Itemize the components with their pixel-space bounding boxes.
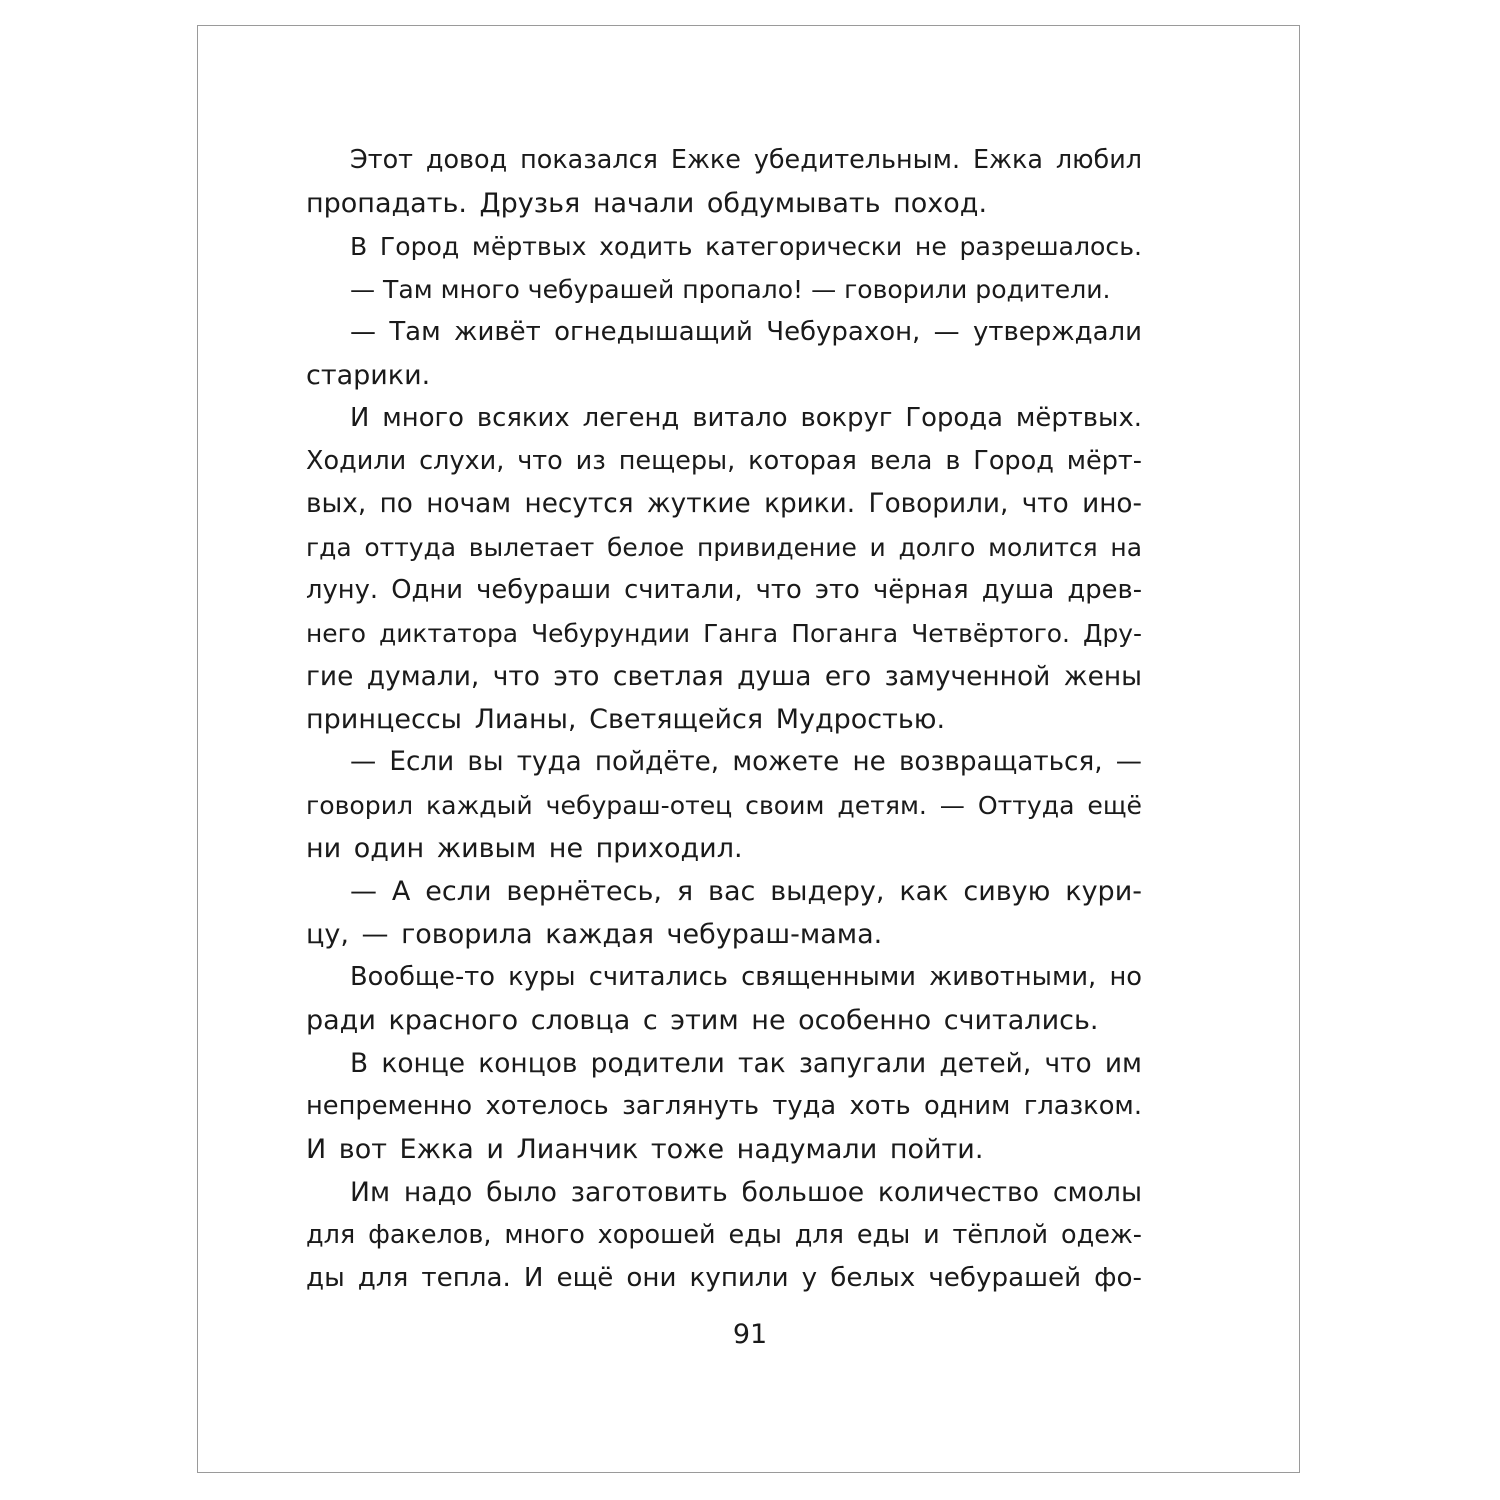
text-line: ды для тепла. И ещё они купили у белых чебурашей фо-: [306, 1263, 1142, 1293]
text-line: гие думали, что это светлая душа его замученной жены: [306, 661, 1142, 692]
text-line: Этот довод показался Ежке убедительным. Ежка любил: [350, 145, 1142, 175]
text-line: гда оттуда вылетает белое привидение и долго молится на: [306, 533, 1142, 562]
body-text: [306, 139, 1142, 1300]
text-line: — А если вернётесь, я вас выдеру, как сивую кури-: [350, 876, 1142, 907]
page-number: 91: [732, 1319, 768, 1350]
text-line: В конце концов родители так запугали детей, что им: [350, 1048, 1142, 1079]
text-line: — Там живёт огнедышащий Чебурахон, — утверждали: [350, 317, 1142, 347]
text-line: Ходили слухи, что из пещеры, которая вела в Город мёрт-: [306, 446, 1142, 476]
text-line: И вот Ежка и Лианчик тоже надумали пойти.: [306, 1134, 984, 1165]
text-line: пропадать. Друзья начали обдумывать поход.: [306, 188, 988, 219]
text-line: вых, по ночам несутся жуткие крики. Говорили, что ино-: [306, 489, 1142, 519]
text-line: принцессы Лианы, Светящейся Мудростью.: [306, 704, 946, 735]
text-line: Вообще-то куры считались священными животными, но: [350, 962, 1142, 992]
text-line: цу, — говорила каждая чебураш-мама.: [306, 919, 883, 950]
text-line: непременно хотелось заглянуть туда хоть одним глазком.: [306, 1091, 1142, 1121]
text-line: В Город мёртвых ходить категорически не разрешалось.: [350, 232, 1142, 261]
text-line: И много всяких легенд витало вокруг Города мёртвых.: [350, 403, 1142, 433]
text-line: говорил каждый чебураш-отец своим детям. — Оттуда ещё: [306, 791, 1142, 820]
text-line: для факелов, много хорошей еды для еды и тёплой одеж-: [306, 1220, 1142, 1250]
text-line: — Если вы туда пойдёте, можете не возвращаться, —: [350, 747, 1142, 777]
text-line: луну. Одни чебураши считали, что это чёрная душа древ-: [306, 575, 1142, 605]
text-line: ни один живым не приходил.: [306, 833, 743, 864]
text-line: него диктатора Чебурундии Ганга Поганга Четвёртого. Дру-: [306, 619, 1142, 648]
text-line: ради красного словца с этим не особенно считались.: [306, 1005, 1099, 1036]
text-line: старики.: [306, 360, 431, 391]
text-line: Им надо было заготовить большое количество смолы: [350, 1177, 1142, 1208]
text-line: — Там много чебурашей пропало! — говорили родители.: [350, 275, 1111, 304]
